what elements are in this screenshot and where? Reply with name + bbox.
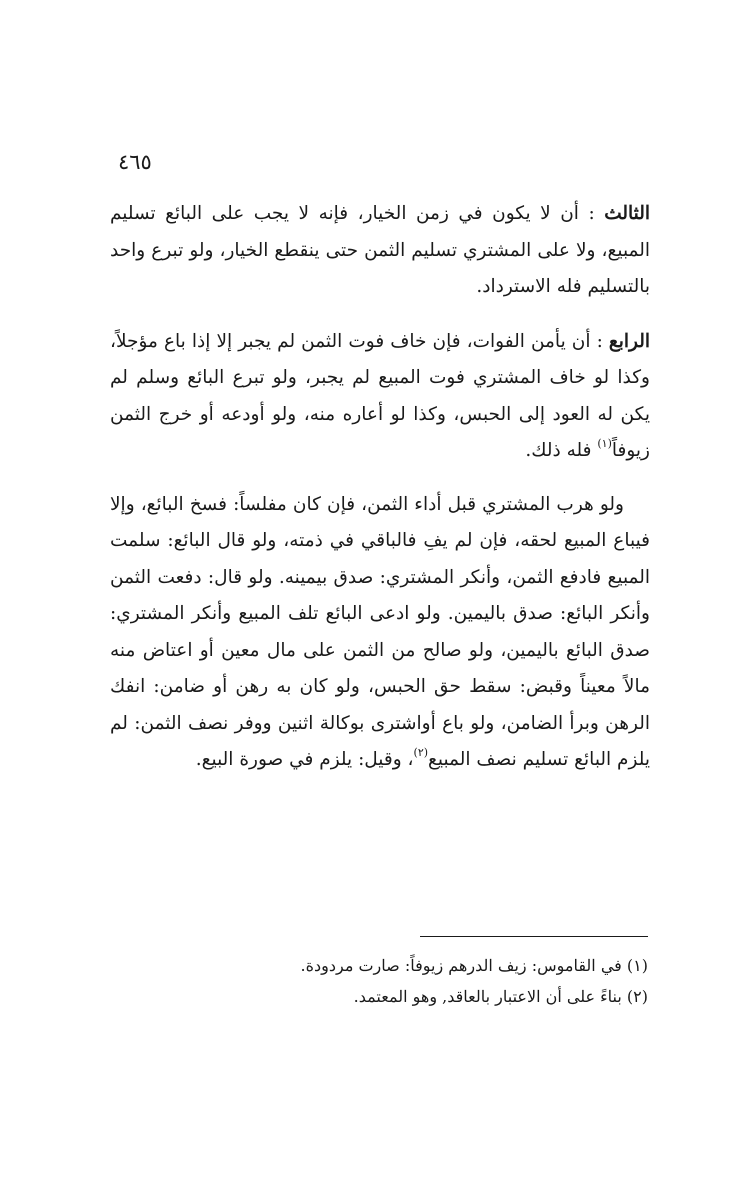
paragraph-fourth-body: : أن يأمن الفوات، فإن خاف فوت الثمن لم يجبر إلا إذا باع مؤجلاً، وكذا لو خاف المشتري فوت المبيع لم يجبر، ولو تبرع البائع وسلم لم يكن له العود إلى الحبس، وكذا لو أعاره منه، ولو أودعه أو خرج الثمن زيوفاً [110, 330, 650, 461]
paragraph-fourth-condition [110, 324, 650, 470]
footnote-1: (١) في القاموس: زيف الدرهم زيوفاً: صارت مردودة. [300, 956, 648, 975]
page-number: ٤٦٥ [118, 150, 152, 174]
footnotes [110, 950, 648, 1012]
main-text [110, 196, 650, 779]
footnote-divider [420, 936, 648, 937]
paragraph-buyer-flees-tail: ، وقيل: يلزم في صورة البيع. [195, 749, 414, 770]
footnote-2: (٢) بناءً على أن الاعتبار بالعاقد, وهو المعتمد. [353, 987, 648, 1006]
paragraph-third-condition [110, 196, 650, 306]
footnote-ref-1: (١) [597, 437, 612, 450]
paragraph-buyer-flees [110, 487, 650, 779]
paragraph-third-body: : أن لا يكون في زمن الخيار، فإنه لا يجب على البائع تسليم المبيع، ولا على المشتري تسليم الثمن حتى ينقطع الخيار، ولو تبرع واحد بالتسليم فله الاسترداد. [110, 203, 650, 297]
section-term-third: الثالث [604, 203, 650, 224]
paragraph-buyer-flees-body: ولو هرب المشتري قبل أداء الثمن، فإن كان مفلساً: فسخ البائع، وإلا فيباع المبيع لحقه، فإن لم يفِ فالباقي في ذمته، ولو قال البائع: سلمت المبيع فادفع الثمن، وأنكر المشتري: صدق بيمينه. ولو قال: دفعت الثمن وأنكر البائع: صدق باليمين. ولو ادعى البائع تلف المبيع وأنكر المشتري: صدق البائع باليمين، ولو صالح من الثمن على مال معين أو اعتاض منه مالاً معيناً وقبض: سقط حق الحبس، ولو كان به رهن أو ضامن: انفك الرهن وبرأ الضامن، ولو باع أواشترى بوكالة اثنين ووفر نصف الثمن: لم يلزم البائع تسليم نصف المبيع [110, 493, 650, 770]
footnote-ref-2: (٢) [413, 746, 429, 759]
paragraph-fourth-tail: فله ذلك. [525, 440, 598, 461]
section-term-fourth: الرابع [608, 330, 650, 352]
